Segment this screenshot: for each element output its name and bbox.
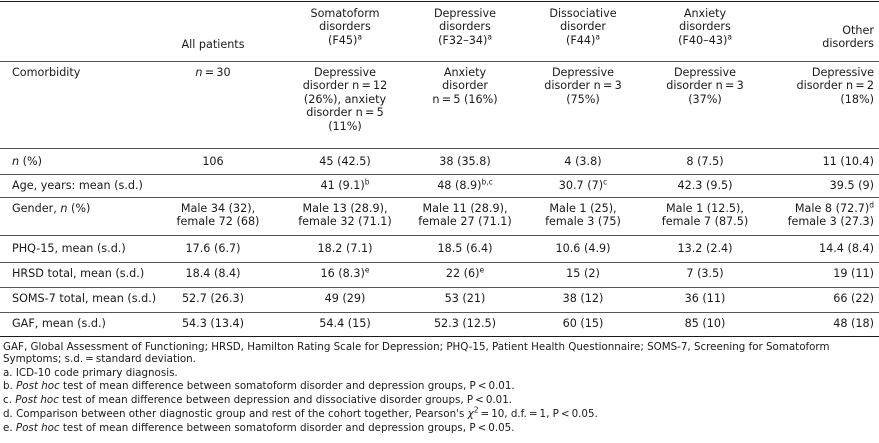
gender-all: Male 34 (32), female 72 (68): [176, 202, 260, 229]
hrsd-anxiety: 7 (3.5): [686, 267, 724, 280]
phq-depressive: 18.5 (6.4): [437, 242, 493, 255]
comorbidity-other: Depressive disorder n = 2 (18%): [796, 66, 874, 106]
soms-somatoform: 49 (29): [324, 292, 366, 305]
n-dissociative: 4 (3.8): [564, 155, 602, 168]
hrsd-all: 18.4 (8.4): [185, 267, 241, 280]
soms-anxiety: 36 (11): [684, 292, 726, 305]
phq-anxiety: 13.2 (2.4): [677, 242, 733, 255]
n-somatoform: 45 (42.5): [319, 155, 371, 168]
hrsd-other: 19 (11): [833, 267, 874, 280]
comorbidity-anxiety: Depressive disorder n = 3 (37%): [666, 66, 744, 106]
soms-other: 66 (22): [833, 292, 874, 305]
row-label-gender: Gender, n (%): [12, 202, 91, 215]
bottom-rule: [0, 336, 879, 337]
soms-depressive: 53 (21): [444, 292, 486, 305]
row-label-n: n (%): [12, 155, 43, 168]
header-depressive: Depressive disorders $(F32-34)^a$: [433, 7, 497, 47]
header-dissociative: Dissociative disorder $(F44)^a$: [549, 7, 617, 47]
footnote-a: a. ICD-10 code primary diagnosis.: [3, 367, 178, 379]
header-somatoform: Somatoform disorders $(F45)^a$: [310, 7, 380, 47]
comorbidity-depressive: Anxiety disorder n = 5 (16%): [432, 66, 498, 106]
gaf-all: 54.3 (13.4): [181, 317, 245, 330]
age-depressive: 48 $(8.9)^{b,c}$: [437, 177, 493, 192]
row-rule: [0, 312, 879, 313]
gender-other: Male 8 $(72.7)^d$ female 3 (27.3): [787, 200, 874, 229]
hrsd-depressive: 22 $(6)^e$: [445, 265, 485, 280]
gaf-anxiety: 85 (10): [684, 317, 726, 330]
row-label-hrsd: HRSD total, mean (s.d.): [12, 267, 145, 280]
header-anxiety: Anxiety disorders $(F40-43)^a$: [678, 7, 732, 47]
gaf-other: 48 (18): [833, 317, 874, 330]
gaf-depressive: 52.3 (12.5): [433, 317, 497, 330]
soms-all: 52.7 (26.3): [181, 292, 245, 305]
age-other: 39.5 (9): [829, 179, 874, 192]
age-dissociative: 30.7 $(7)^c$: [558, 177, 608, 192]
gender-dissociative: Male 1 (25), female 3 (75): [545, 202, 621, 229]
row-label-soms: SOMS-7 total, mean (s.d.): [12, 292, 157, 305]
row-rule: [0, 235, 879, 236]
comorbidity-dissociative: Depressive disorder n = 3 (75%): [544, 66, 622, 106]
gaf-dissociative: 60 (15): [562, 317, 604, 330]
n-all: 106: [202, 155, 224, 168]
n-other: 11 (10.4): [822, 155, 874, 168]
gender-anxiety: Male 1 (12.5), female 7 (87.5): [661, 202, 749, 229]
phq-somatoform: 18.2 (7.1): [317, 242, 373, 255]
gender-depressive: Male 11 (28.9), female 27 (71.1): [418, 202, 512, 229]
footnote-d: d. Comparison between other diagnostic group and rest of the cohort together, Pearson's $\chi^2 = 10$, d.f. = 1, P < 0.05.: [3, 405, 598, 420]
row-rule: [0, 287, 879, 288]
header-all-patients: All patients: [181, 38, 245, 51]
phq-other: 14.4 (8.4): [819, 242, 874, 255]
header-rule: [0, 61, 879, 62]
n-depressive: 38 (35.8): [439, 155, 491, 168]
phq-all: 17.6 (6.7): [185, 242, 241, 255]
header-other: Other disorders: [822, 24, 874, 51]
phq-dissociative: 10.6 (4.9): [555, 242, 611, 255]
row-rule: [0, 148, 879, 149]
comorbidity-somatoform: Depressive disorder n = 12 (26%), anxiety disorder n = 5 (11%): [302, 66, 388, 133]
gender-somatoform: Male 13 (28.9), female 32 (71.1): [298, 202, 392, 229]
row-label-comorbidity: Comorbidity: [12, 66, 81, 79]
footnote-abbreviations: GAF, Global Assessment of Functioning; HRSD, Hamilton Rating Scale for Depression; PHQ-15, Patient Health Questionnaire; SOMS-7, Screening for Somatoform Symptoms; s.d. = standard deviation.: [3, 341, 830, 366]
age-somatoform: 41 $(9.1)^b$: [320, 177, 370, 192]
row-label-gaf: GAF, mean (s.d.): [12, 317, 106, 330]
row-rule: [0, 197, 879, 198]
gaf-somatoform: 54.4 (15): [319, 317, 371, 330]
row-label-phq: PHQ-15, mean (s.d.): [12, 242, 126, 255]
n-anxiety: 8 (7.5): [686, 155, 724, 168]
age-anxiety: 42.3 (9.5): [677, 179, 733, 192]
top-rule: [0, 1, 879, 2]
row-rule: [0, 174, 879, 175]
footnote-c: c. Post hoc test of mean difference between depression and dissociative disorder groups, P < 0.01.: [3, 394, 513, 406]
footnote-e: e. Post hoc test of mean difference between somatoform disorder and depression groups, P < 0.05.: [3, 422, 515, 434]
row-label-age: Age, years: mean (s.d.): [12, 179, 143, 192]
comorbidity-all: n = 30: [195, 66, 231, 79]
footnote-b: b. Post hoc test of mean difference between somatoform disorder and depression groups, P < 0.01.: [3, 380, 515, 392]
soms-dissociative: 38 (12): [562, 292, 604, 305]
hrsd-dissociative: 15 (2): [566, 267, 600, 280]
hrsd-somatoform: 16 $(8.3)^e$: [320, 265, 370, 280]
row-rule: [0, 262, 879, 263]
